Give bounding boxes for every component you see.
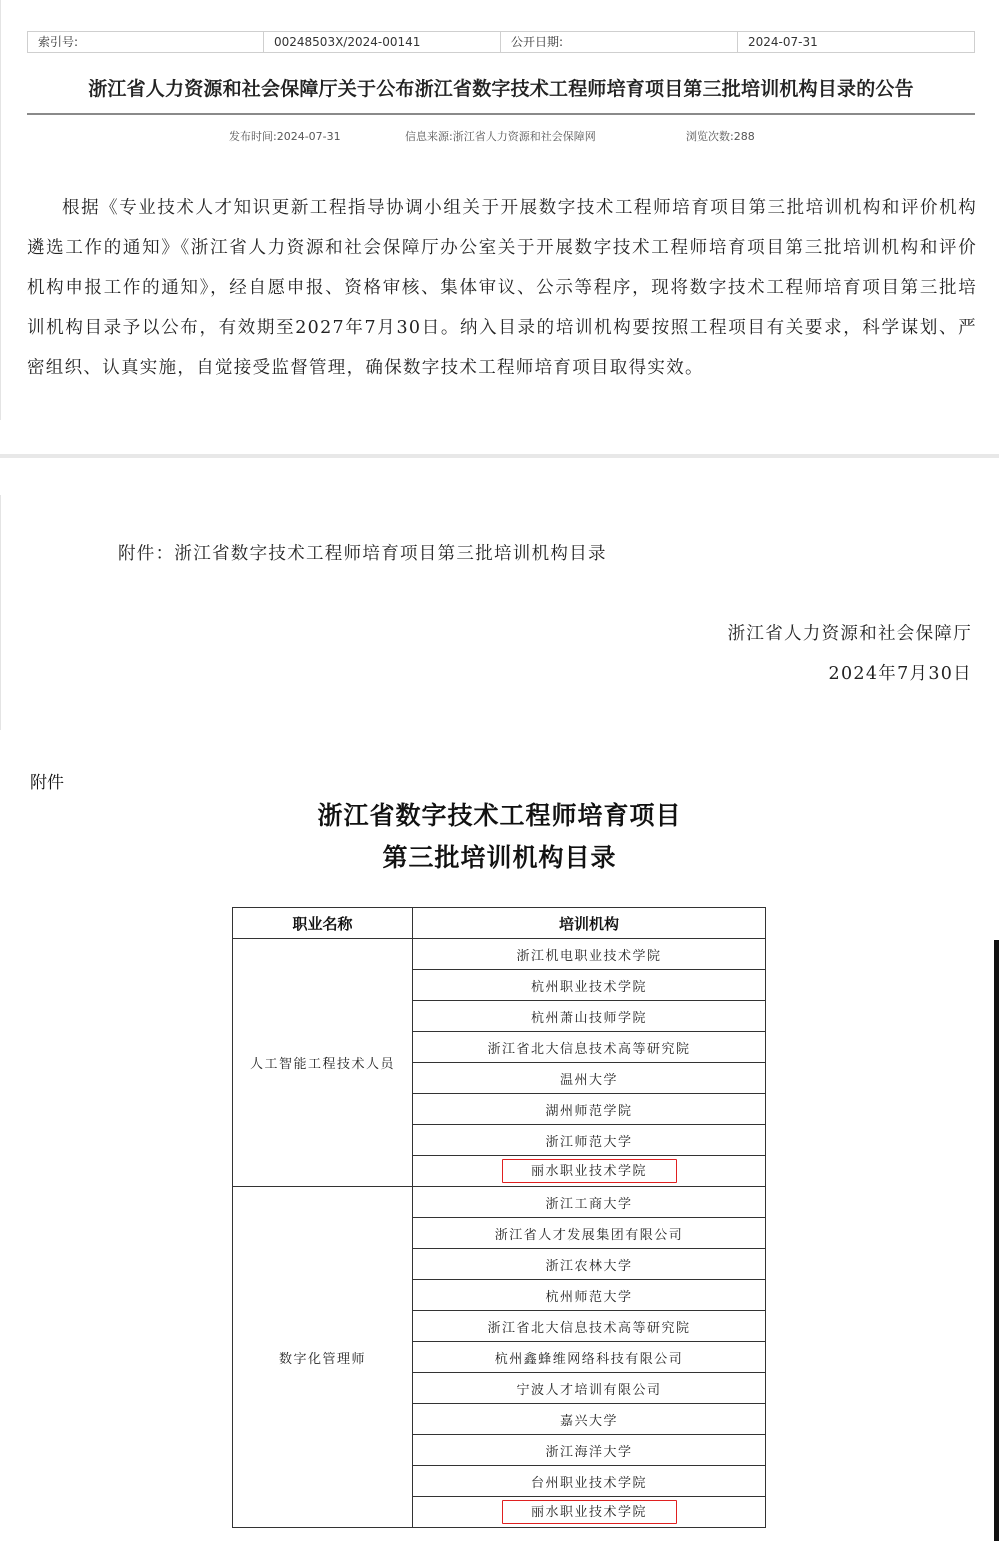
- publish-date-value: 2024-07-31: [748, 35, 818, 49]
- left-border-2: [0, 495, 1, 730]
- institution-table: [232, 907, 766, 1528]
- institution-cell: 杭州鑫蜂维网络科技有限公司: [413, 1342, 766, 1373]
- index-number-label: 索引号:: [28, 32, 264, 52]
- signing-date: 2024年7月30日: [828, 664, 972, 684]
- left-border: [0, 0, 1, 420]
- section-separator: [0, 454, 999, 458]
- publish-time: 发布时间:2024-07-31: [229, 130, 341, 143]
- institution-cell: 温州大学: [413, 1063, 766, 1094]
- table-row: [233, 1187, 766, 1218]
- notice-body: 根据《专业技术人才知识更新工程指导协调小组关于开展数字技术工程师培育项目第三批培训机构和评价机构遴选工作的通知》《浙江省人力资源和社会保障厅办公室关于开展数字技术工程师培育项目第三批培训机构和评价机构申报工作的通知》，经自愿申报、资格审核、集体审议、公示等程序，现将数字技术工程师培育项目第三批培训机构目录予以公布，有效期至2027年7月30日。纳入目录的培训机构要按照工程项目有关要求，科学谋划、严密组织、认真实施，自觉接受监督管理，确保数字技术工程师培育项目取得实效。: [27, 198, 977, 378]
- info-source: 信息来源:浙江省人力资源和社会保障网: [405, 130, 596, 143]
- appendix-title-line1: 浙江省数字技术工程师培育项目: [317, 801, 682, 830]
- institution-cell: 湖州师范学院: [413, 1094, 766, 1125]
- table-row: [233, 939, 766, 970]
- page-title: 浙江省人力资源和社会保障厅关于公布浙江省数字技术工程师培育项目第三批培训机构目录的公告: [88, 78, 914, 100]
- title-divider: [27, 113, 975, 115]
- issuing-authority: 浙江省人力资源和社会保障厅: [727, 624, 972, 644]
- meta-info-row: [27, 31, 975, 53]
- institution-cell: 浙江农林大学: [413, 1249, 766, 1280]
- institution-cell: 浙江省北大信息技术高等研究院: [413, 1311, 766, 1342]
- occupation-cell: 人工智能工程技术人员: [233, 939, 413, 1187]
- appendix-title-line2: 第三批培训机构目录: [382, 843, 617, 872]
- institution-cell: 浙江省人才发展集团有限公司: [413, 1218, 766, 1249]
- institution-cell: 杭州职业技术学院: [413, 970, 766, 1001]
- occupation-header: 职业名称: [233, 908, 413, 939]
- institution-table-body: [233, 939, 766, 1528]
- index-number-value: 00248503X/2024-00141: [264, 32, 501, 52]
- institution-cell: [413, 1497, 766, 1528]
- institution-cell: 台州职业技术学院: [413, 1466, 766, 1497]
- view-count: 浏览次数:288: [686, 130, 755, 143]
- institution-cell: 宁波人才培训有限公司: [413, 1373, 766, 1404]
- attachment-link[interactable]: 附件：浙江省数字技术工程师培育项目第三批培训机构目录: [118, 544, 607, 564]
- institution-cell: 浙江师范大学: [413, 1125, 766, 1156]
- right-edge-bar: [994, 940, 999, 1541]
- appendix-label: 附件: [30, 773, 64, 793]
- institution-header: 培训机构: [413, 908, 766, 939]
- institution-cell: 浙江海洋大学: [413, 1435, 766, 1466]
- institution-cell: 浙江工商大学: [413, 1187, 766, 1218]
- highlighted-institution: 丽水职业技术学院: [502, 1500, 677, 1524]
- institution-cell: 浙江机电职业技术学院: [413, 939, 766, 970]
- institution-cell: 浙江省北大信息技术高等研究院: [413, 1032, 766, 1063]
- table-header-row: [233, 908, 766, 939]
- institution-cell: 杭州萧山技师学院: [413, 1001, 766, 1032]
- publish-date-label: 公开日期:: [501, 32, 738, 52]
- institution-cell: 嘉兴大学: [413, 1404, 766, 1435]
- occupation-cell: 数字化管理师: [233, 1187, 413, 1528]
- institution-cell: [413, 1156, 766, 1187]
- highlighted-institution: 丽水职业技术学院: [502, 1159, 677, 1183]
- institution-cell: 杭州师范大学: [413, 1280, 766, 1311]
